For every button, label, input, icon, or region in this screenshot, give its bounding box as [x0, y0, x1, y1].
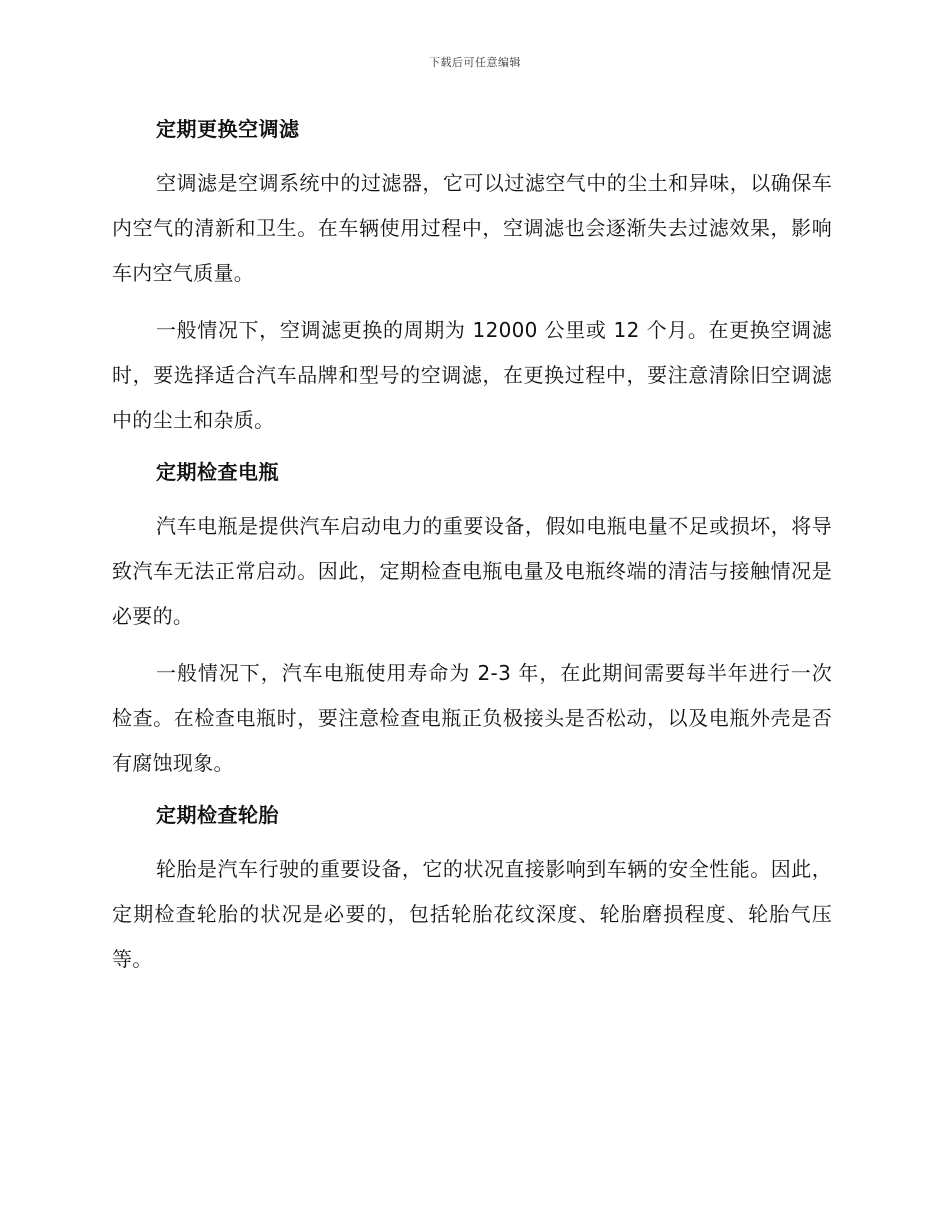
document-body [112, 112, 832, 994]
section-heading: 定期检查电瓶 [156, 460, 279, 484]
paragraph: 汽车电瓶是提供汽车启动电力的重要设备，假如电瓶电量不足或损坏，将导致汽车无法正常启动。因此，定期检查电瓶电量及电瓶终端的清洁与接触情况是必要的。 [112, 514, 832, 628]
header-note: 下载后可任意编辑 [429, 56, 521, 69]
section-battery [112, 455, 832, 786]
paragraph: 一般情况下，空调滤更换的周期为 12000 公里或 12 个月。在更换空调滤时，要选择适合汽车品牌和型号的空调滤，在更换过程中，要注意清除旧空调滤中的尘土和杂质。 [112, 318, 832, 432]
section-heading: 定期检查轮胎 [156, 803, 279, 827]
paragraph: 轮胎是汽车行驶的重要设备，它的状况直接影响到车辆的安全性能。因此，定期检查轮胎的状况是必要的，包括轮胎花纹深度、轮胎磨损程度、轮胎气压等。 [112, 857, 832, 971]
section-heading: 定期更换空调滤 [156, 117, 300, 141]
section-air-filter [112, 112, 832, 443]
paragraph: 空调滤是空调系统中的过滤器，它可以过滤空气中的尘土和异味，以确保车内空气的清新和卫生。在车辆使用过程中，空调滤也会逐渐失去过滤效果，影响车内空气质量。 [112, 171, 832, 285]
section-tires [112, 798, 832, 982]
paragraph: 一般情况下，汽车电瓶使用寿命为 2-3 年，在此期间需要每半年进行一次检查。在检查电瓶时，要注意检查电瓶正负极接头是否松动，以及电瓶外壳是否有腐蚀现象。 [112, 661, 832, 775]
